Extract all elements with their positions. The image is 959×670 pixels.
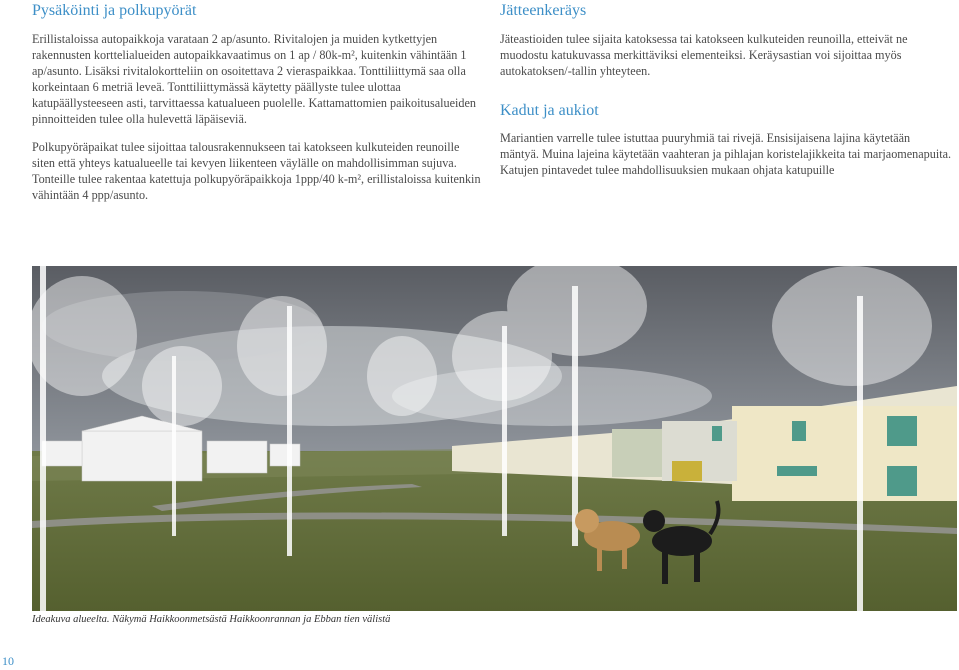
illustration-image [32,266,957,611]
bicycle-paragraph: Polkupyöräpaikat tulee sijoittaa talousrakennukseen tai katokseen kulkuteiden reunoille siten että yhteys katualueelle tai kevyen liikenteen väylälle on mahdollisimman sujuva. Tonteille tulee rakentaa katettuja polkupyöräpaikkoja 1ppp/40 k-m², erillistaloissa kuitenkin vähintään 4 ppp/asunto. [32,140,481,203]
page-number: 10 [2,654,14,668]
streets-paragraph: Mariantien varrelle tulee istuttaa puuryhmiä tai rivejä. Ensisijaisena lajina käytetään mäntyä. Muina lajeina käytetään vaahteran ja pihlajan koristelajikkeita tai marjaomenapuita. Katujen pintavedet tulee mahdollisuuksien mukaan ohjata katupuille [500,131,952,178]
parking-paragraph: Erillistaloissa autopaikkoja varataan 2 ap/asunto. Rivitalojen ja muiden kytkettyjen rakennusten korttelialueiden autopaikkavaatimus on 1 ap / 80k-m², kuitenkin vähintään 1 ap/asunto. Lisäksi rivitalokortteliin on osoitettava 2 vieraspaikkaa. Tonttiliittymä saa olla korkeintaan 6 metriä leveä. Tonttiliittymässä käytetty päällyste tulee ulottaa katupäällysteeseen asti, tarvittaessa katualueen puolelle. Kattamattomien paikoitusalueiden pinnoitteiden tulee olla hulevettä läpäiseviä. [32,32,477,127]
parking-heading: Pysäköinti ja polkupyörät [32,2,197,19]
waste-heading: Jätteenkeräys [500,2,587,19]
image-caption: Ideakuva alueelta. Näkymä Haikkoonmetsästä Haikkoonrannan ja Ebban tien välistä [32,614,391,625]
streets-heading: Kadut ja aukiot [500,102,599,119]
waste-paragraph: Jäteastioiden tulee sijaita katoksessa tai katokseen kulkuteiden reunoilla, etteivät ne muodostu katukuvassa merkittäviksi elementeiksi. Keräysastian voi sijoittaa myös autokatoksen/-tallin yhteyteen. [500,32,908,79]
